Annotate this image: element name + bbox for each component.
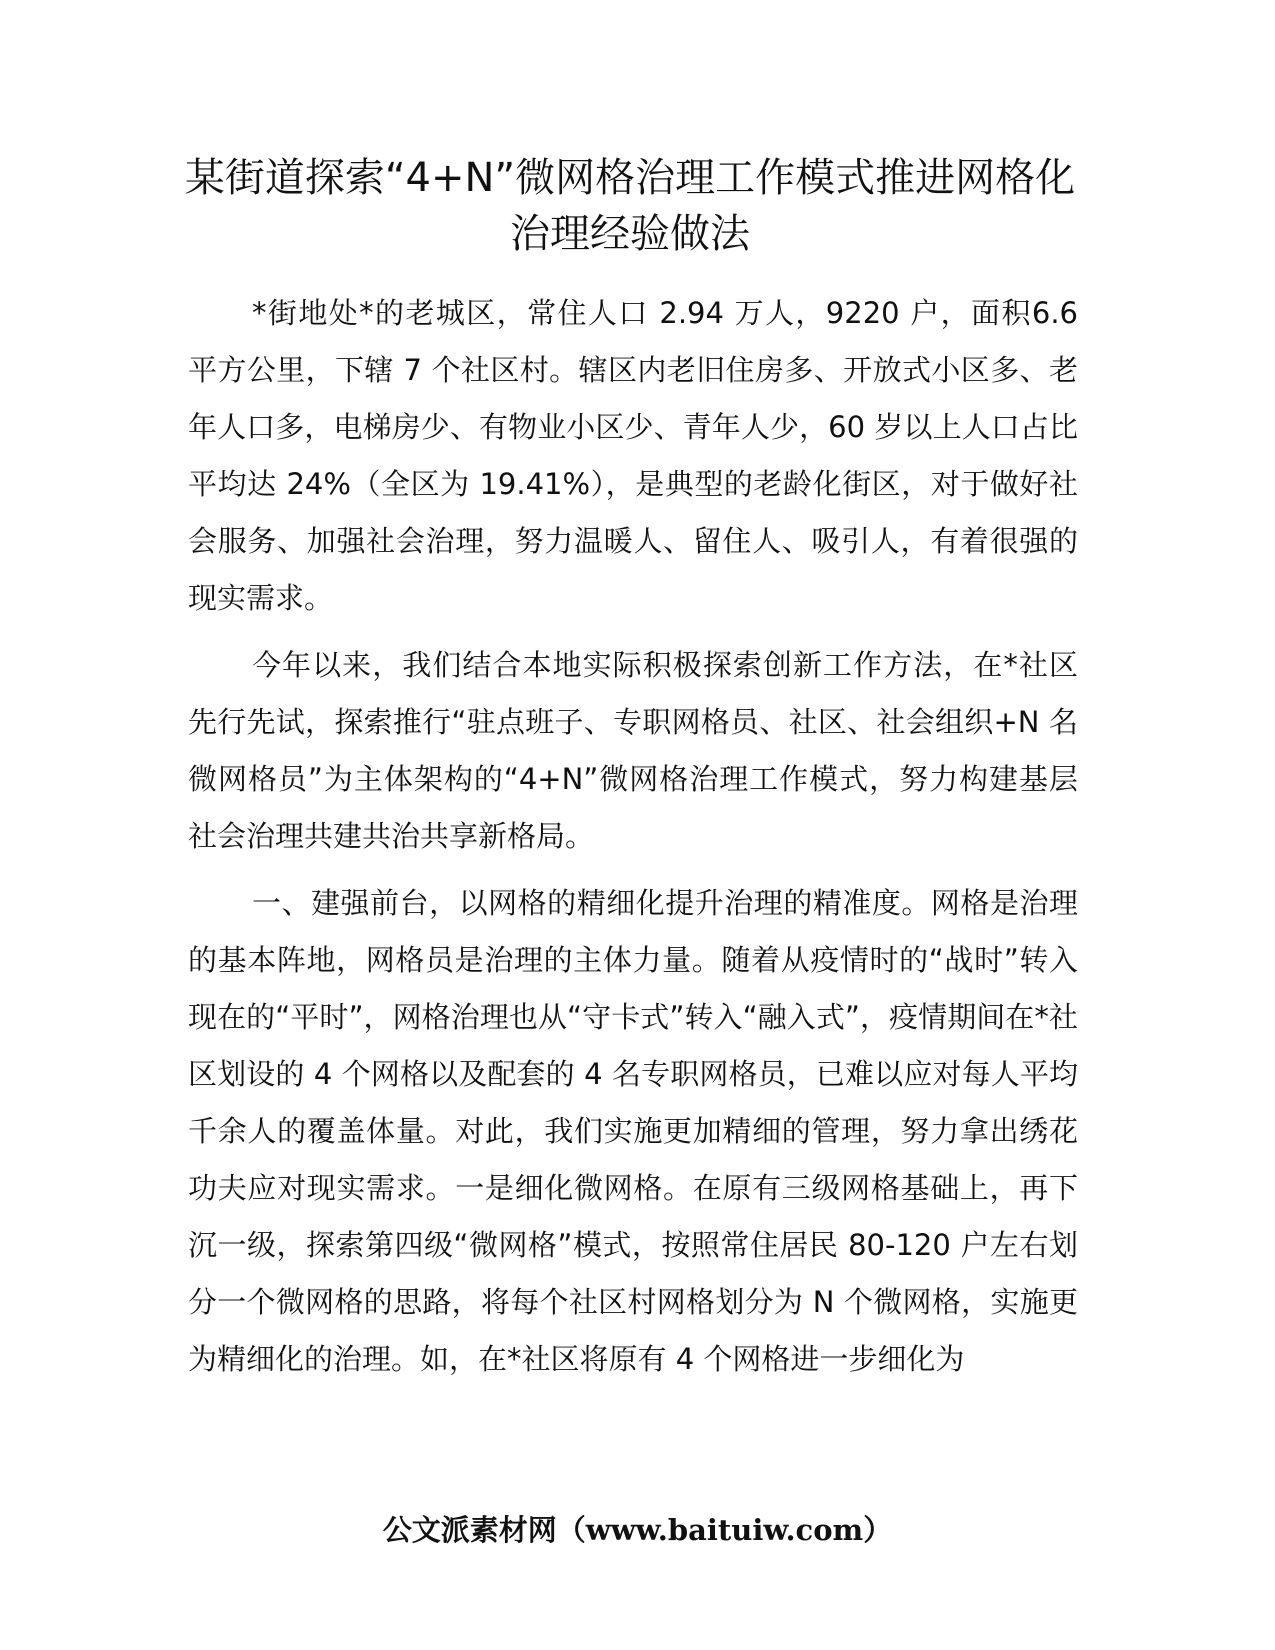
footer-watermark: 公文派素材网（www.baituiw.com） [382,1513,893,1547]
paragraph-section-one: 一、建强前台，以网格的精细化提升治理的精准度。网格是治理的基本阵地，网格员是治理的主体力量。随着从疫情时的“战时”转入现在的“平时”，网格治理也从“守卡式”转入“融入式”，疫情期间在*社区划设的 4 个网格以及配套的 4 名专职网格员，已难以应对每人平均千余人的覆盖体量。对此，我们实施更加精细的管理，努力拿出绣花功夫应对现实需求。一是细化微网格。在原有三级网格基础上，再下沉一级，探索第四级“微网格”模式，按照常住居民 80-120 户左右划分一个微网格的思路，将每个社区村网格划分为 N 个微网格，实施更为精细化的治理。如，在*社区将原有 4 个网格进一步细化为 [188,886,1078,1376]
paragraph-overview: 今年以来，我们结合本地实际积极探索创新工作方法，在*社区先行先试，探索推行“驻点班子、专职网格员、社区、社会组织+N 名微网格员”为主体架构的“4+N”微网格治理工作模式，努力构建基层社会治理共建共治共享新格局。 [188,648,1078,853]
document-title: 某街道探索“4+N”微网格治理工作模式推进网格化治理经验做法 [184,155,1076,257]
paragraph-intro: *街地处*的老城区，常住人口 2.94 万人，9220 户，面积6.6 平方公里，下辖 7 个社区村。辖区内老旧住房多、开放式小区多、老年人口多，电梯房少、有物业小区少、青年人少，60 岁以上人口占比平均达 24%（全区为 19.41%），是典型的老龄化街区，对于做好社会服务、加强社会治理，努力温暖人、留住人、吸引人，有着很强的现实需求。 [188,296,1078,615]
document-body [188,285,1078,1388]
